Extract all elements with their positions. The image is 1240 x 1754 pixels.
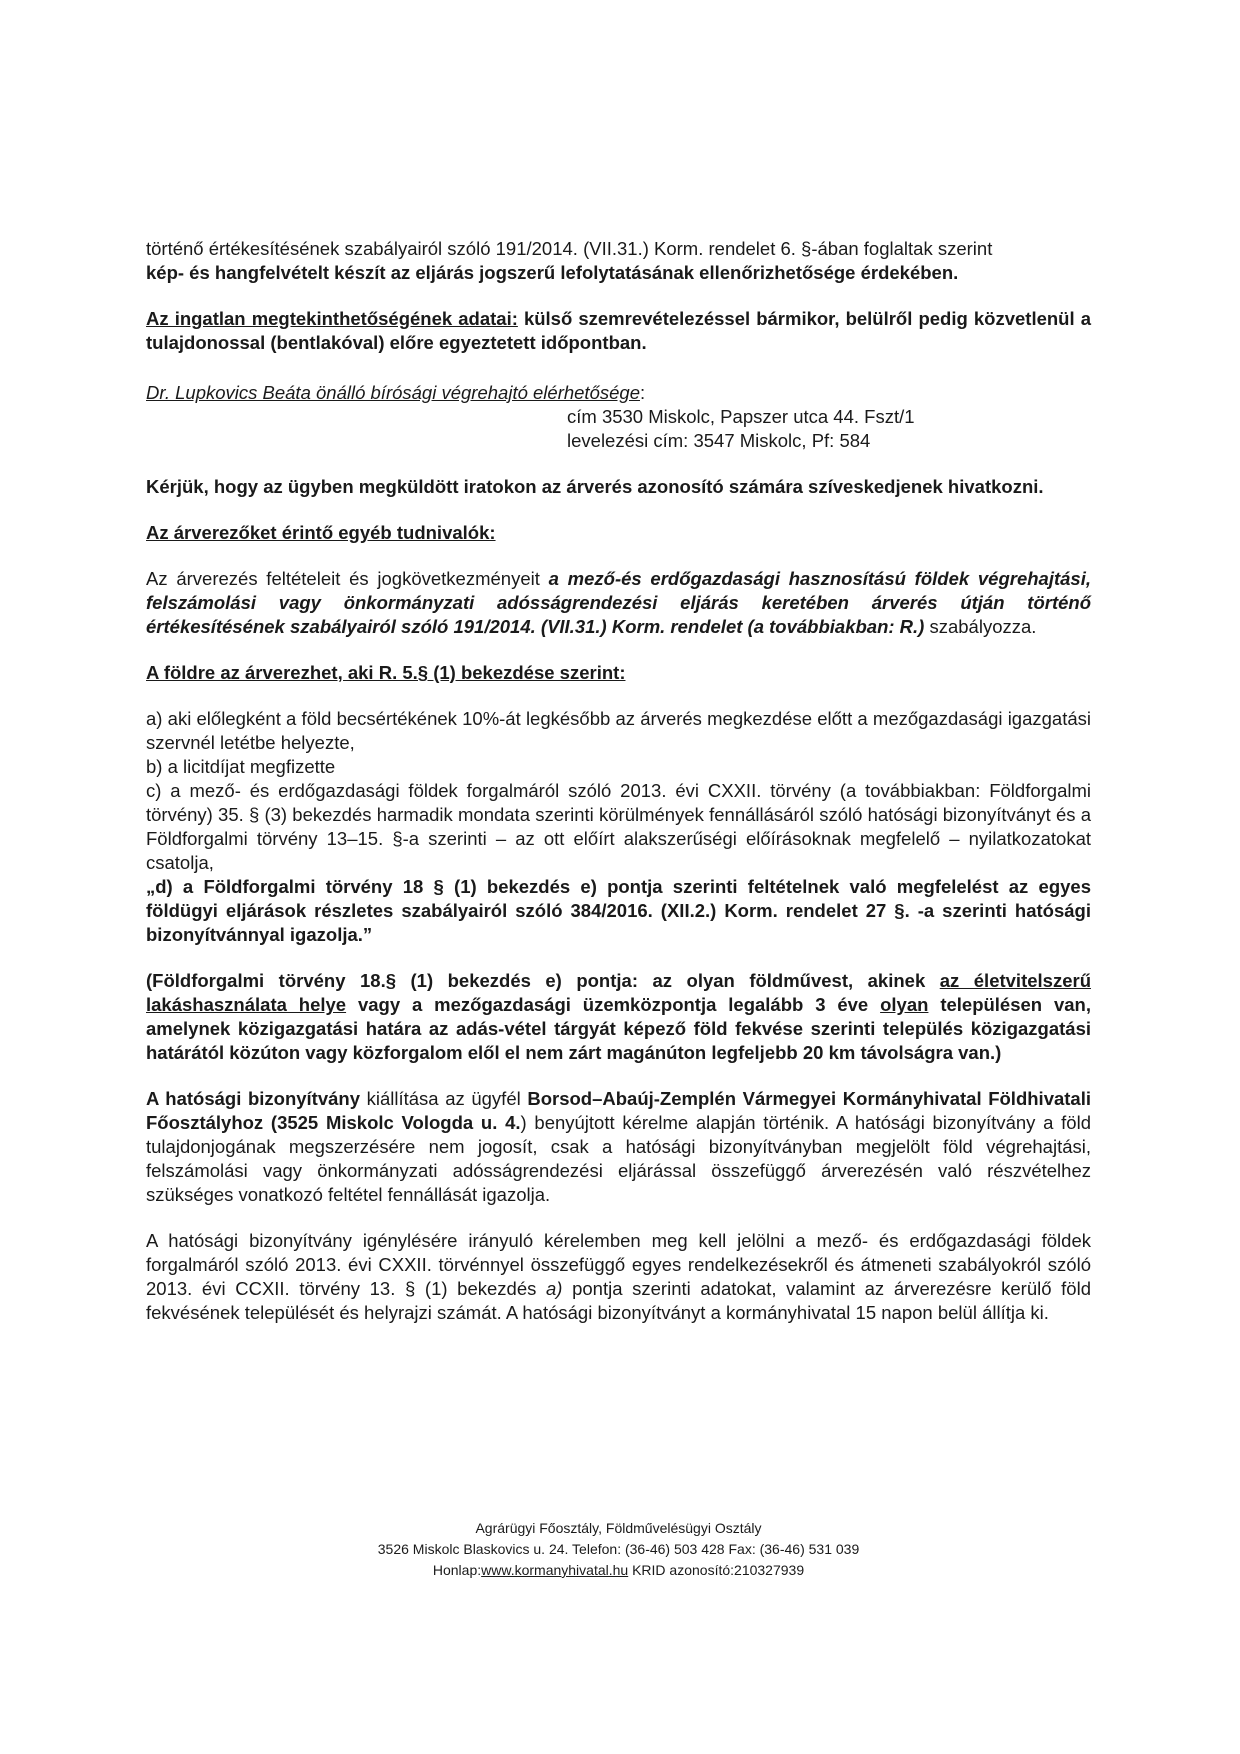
land-law-quote-underline-2: olyan bbox=[880, 994, 929, 1015]
footer-web bbox=[146, 1560, 1091, 1581]
footer-krid: KRID azonosító:210327939 bbox=[628, 1562, 805, 1578]
land-law-quote-underline-1: az életvitelszerű lakáshasználata helye bbox=[146, 970, 1091, 1015]
eligibility-item-c: c) a mező- és erdőgazdasági földek forgalmáról szóló 2013. évi CXXII. törvény (a továbbiakban: Földforgalmi törvény) 35. § (3) bekezdés harmadik mondata szerinti körülmények fennállásáról szóló hatósági bizonyítványt és a Földforgalmi törvény 13–15. §-a szerinti – az ott előírt alakszerűségi előírásoknak megfelelő – nyilatkozatokat csatolja, bbox=[146, 780, 1091, 873]
reference-request: Kérjük, hogy az ügyben megküldött iratokon az árverés azonosító számára szíveskedjenek hivatkozni. bbox=[146, 476, 1044, 497]
application-text-start: A hatósági bizonyítvány igénylésére irányuló kérelemben meg kell jelölni a mező- és erdőgazdasági földek forgalmáról szóló 2013. évi CXXII. törvénnyel összefüggő egyes rendelkezésekről és átmeneti szabályokról szóló 2013. évi CCXII. törvény 13. § (1) bekezdés bbox=[146, 1230, 1091, 1299]
regulation-reference: a mező-és erdőgazdasági hasznosítású földek végrehajtási, felszámolási vagy önkormányzati adósságrendezési eljárás keretében árverés útján történő értékesítésének szabályairól szóló 191/2014. (VII.31.) Korm. rendelet (a továbbiakban: R.) bbox=[146, 568, 1092, 637]
certificate-authority: Borsod–Abaúj-Zemplén Vármegyei Kormányhivatal Földhivatali Főosztályhoz (3525 Miskolc Vologda u. 4. bbox=[146, 1088, 1091, 1133]
certificate-text-2: ) benyújtott kérelme alapján történik. A hatósági bizonyítvány a föld tulajdonjogának megszerzésére nem jogosít, csak a hatósági bizonyítványban megjelölt föld végrehajtási, felszámolási vagy önkormányzati adósságrendezési eljárással összefüggő árverezésén való részvételhez szükséges vonatkozó feltétel fennállását igazolja. bbox=[146, 1112, 1091, 1205]
certificate-paragraph bbox=[146, 1087, 1091, 1207]
contact-address: cím 3530 Miskolc, Papszer utca 44. Fszt/1 bbox=[567, 406, 915, 427]
contact-postal-address: levelezési cím: 3547 Miskolc, Pf: 584 bbox=[567, 430, 871, 451]
intro-line-2: kép- és hangfelvételt készít az eljárás jogszerű lefolytatásának ellenőrizhetősége érdekében. bbox=[146, 262, 959, 283]
contact-heading: Dr. Lupkovics Beáta önálló bírósági végrehajtó elérhetősége bbox=[146, 382, 640, 403]
other-info-heading: Az árverezőket érintő egyéb tudnivalók: bbox=[146, 522, 496, 543]
land-law-quote bbox=[146, 969, 1091, 1065]
land-law-quote-end: településen van, amelynek közigazgatási határa az adás-vétel tárgyát képező föld fekvése szerinti település közigazgatási határától közúton vagy közforgalom elől el nem zárt magánúton legfeljebb 20 km távolságra van.) bbox=[146, 994, 1091, 1063]
land-law-quote-start: (Földforgalmi törvény 18.§ (1) bekezdés e) pontja: az olyan földművest, akinek bbox=[146, 970, 940, 991]
eligibility-heading: A földre az árverezhet, aki R. 5.§ (1) bekezdése szerint: bbox=[146, 662, 626, 683]
document-body bbox=[146, 237, 1091, 1325]
certificate-text-1: kiállítása az ügyfél bbox=[360, 1088, 528, 1109]
land-law-quote-mid: vagy a mezőgazdasági üzemközpontja legalább 3 éve bbox=[346, 994, 881, 1015]
website-link[interactable]: www.kormanyhivatal.hu bbox=[481, 1562, 629, 1578]
footer-web-prefix: Honlap: bbox=[432, 1562, 482, 1578]
page-footer bbox=[146, 1518, 1091, 1581]
eligibility-item-d: „d) a Földforgalmi törvény 18 § (1) bekezdés e) pontja szerinti feltételnek való megfelelést az egyes földügyi eljárások részletes szabályairól szóló 384/2016. (XII.2.) Korm. rendelet 27 §. -a szerinti hatósági bizonyítvánnyal igazolja.” bbox=[146, 876, 1091, 945]
inspection-label: Az ingatlan megtekinthetőségének adatai: bbox=[146, 308, 518, 329]
intro-line-1: történő értékesítésének szabályairól szóló 191/2014. (VII.31.) Korm. rendelet 6. §-ában foglaltak szerint bbox=[146, 238, 993, 259]
certificate-term: A hatósági bizonyítvány bbox=[146, 1088, 361, 1109]
application-text-end: pontja szerinti adatokat, valamint az árverezésre kerülő föld fekvésének települését és helyrajzi számát. A hatósági bizonyítványt a kormányhivatal 15 napon belül állítja ki. bbox=[146, 1278, 1091, 1323]
other-info-text-start: Az árverezés feltételeit és jogkövetkezményeit bbox=[146, 568, 549, 589]
footer-department: Agrárügyi Főosztály, Földművelésügyi Osztály bbox=[475, 1520, 762, 1536]
application-point: a) bbox=[546, 1278, 563, 1299]
application-paragraph bbox=[146, 1229, 1091, 1325]
contact-heading-colon: : bbox=[639, 382, 646, 403]
footer-address: 3526 Miskolc Blaskovics u. 24. Telefon: (36-46) 503 428 Fax: (36-46) 531 039 bbox=[377, 1541, 860, 1557]
other-info-paragraph bbox=[146, 567, 1091, 639]
inspection-paragraph bbox=[146, 307, 1091, 355]
inspection-text: külső szemrevételezéssel bármikor, belülről pedig közvetlenül a tulajdonossal (bentlakóval) előre egyeztetett időpontban. bbox=[146, 308, 1091, 353]
eligibility-item-a: a) aki előlegként a föld becsértékének 10%-át legkésőbb az árverés megkezdése előtt a mezőgazdasági igazgatási szervnél letétbe helyezte, bbox=[146, 708, 1091, 753]
other-info-text-end: szabályozza. bbox=[924, 616, 1037, 637]
eligibility-item-b: b) a licitdíjat megfizette bbox=[146, 756, 336, 777]
intro-paragraph bbox=[146, 237, 1091, 285]
contact-block bbox=[146, 381, 1091, 405]
